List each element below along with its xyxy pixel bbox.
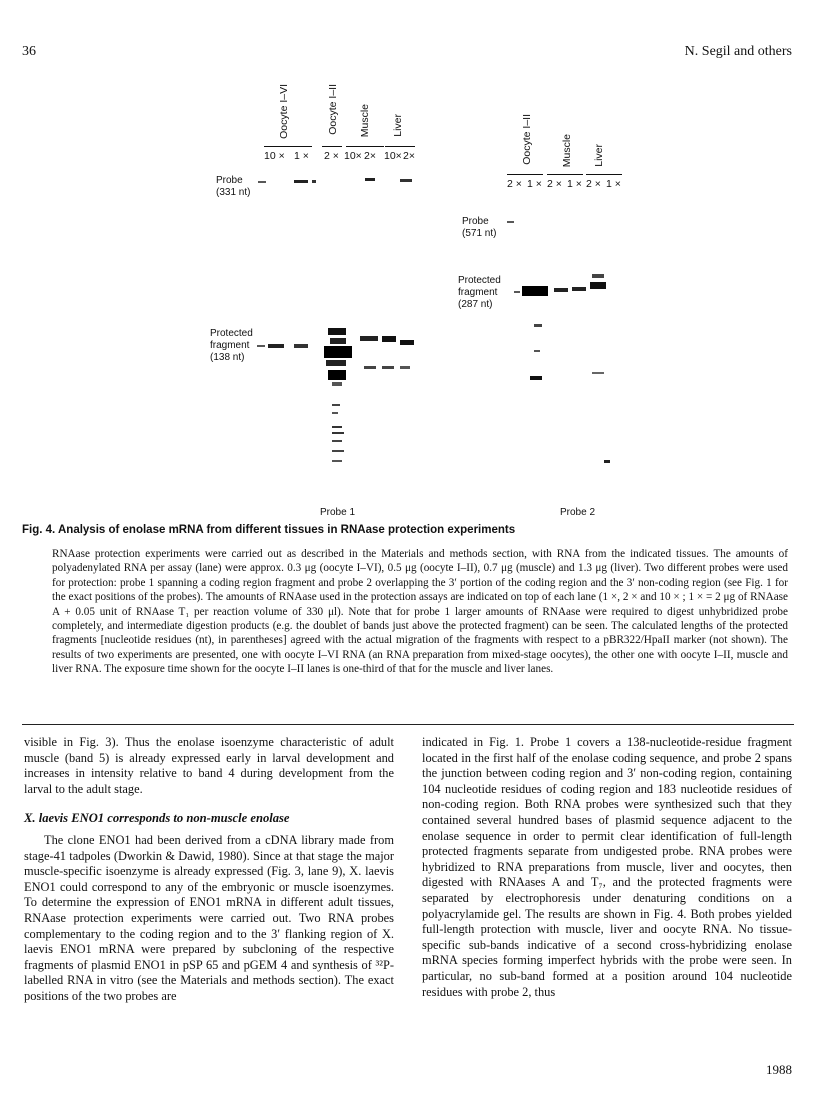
lane-label-oocyte-1-6: Oocyte I–VI — [278, 84, 290, 139]
lane-underline — [346, 146, 384, 147]
amount-label: 10× — [384, 150, 402, 162]
probe-label-line: (571 nt) — [462, 228, 497, 239]
probe2-caption: Probe 2 — [560, 507, 596, 518]
lane-label-liver: Liver — [593, 144, 605, 167]
page-number: 36 — [22, 44, 36, 59]
amount-label: 2× — [364, 150, 376, 162]
body-column-right — [422, 735, 792, 1000]
lane-underline — [385, 146, 415, 147]
amount-label: 10 × — [264, 150, 285, 162]
fragment-label-line: (287 nt) — [458, 299, 493, 310]
lane-underline — [507, 174, 543, 175]
page-footer-year: 1988 — [766, 1062, 792, 1077]
lane-label-muscle: Muscle — [359, 104, 371, 138]
fragment-label-line: Protected — [210, 328, 253, 339]
probe-label-line: Probe — [462, 216, 489, 227]
probe1-caption: Probe 1 — [320, 507, 356, 518]
divider — [22, 724, 794, 725]
gel-image-probe1 — [250, 170, 430, 470]
probe2-fragment-label — [458, 275, 501, 311]
amount-label: 1 × — [606, 178, 621, 190]
fragment-label-line: fragment — [210, 340, 250, 351]
lane-underline — [586, 174, 622, 175]
lane-label-oocyte-1-2: Oocyte I–II — [521, 114, 533, 165]
figure-caption: RNAase protection experiments were carried out as described in the Materials and methods section, with RNA from the indicated tissues. The amounts of polyadenylated RNA per assay (lane) were approx. 0.3 μg (oocyte I–VI), 0.5 μg (oocyte I–II), 0.7 μg (muscle) and 1.3 μg (liver). Two different probes were used for protection: probe 1 spanning a coding region fragment and probe 2 overlapping the 3′ portion of the coding region and the 3′ non-coding region (see Fig. 1 for the exact positions of the probes). The amounts of RNAase used in the protection assays are indicated on top of each lane (1 ×, 2 × and 10 × ; 1 × = 2 μg of RNAase A + 0.05 unit of RNAase T₁ per reaction volume of 330 μl). Note that for probe 1 larger amounts of RNAase were required to digest unhybridized probe completely, and intermediate digestion products (e.g. the doublet of bands just above the protected fragment) can be seen. The calculated lengths of the protected fragments [nucleotide residues (nt), in parentheses] agreed with the actual migration of the fragments with respect to a pBR322/HpaII marker (not shown). The results of two experiments are presented, one with oocyte I–VI RNA (an RNA preparation from mixed-stage oocytes), the other one with oocyte I–II, muscle and liver RNA. The exposure time shown for the oocyte I–II lanes is one-third of that for the muscle and liver lanes. — [52, 548, 788, 676]
paragraph: The clone ENO1 had been derived from a cDNA library made from stage-41 tadpoles (Dworkin & Dawid, 1980). Since at that stage the major muscle-specific isoenzyme is already expressed (Fig. 3, lane 9), X. laevis ENO1 could correspond to any of the embryonic or muscle isoenzymes. To determine the expression of ENO1 mRNA in different adult tissues, RNAase protection experiments were carried out. Two RNA probes complementary to the coding region and to the 3′ flanking region of X. laevis ENO1 mRNA were prepared by subcloning of the respective fragments of plasmid ENO1 in pSP 65 and pGEM 4 and synthesis of ³²P-labelled RNA in vitro (see the Materials and methods section). The exact positions of the two probes are — [24, 832, 394, 1003]
paragraph: indicated in Fig. 1. Probe 1 covers a 138-nucleotide-residue fragment located in the first half of the enolase coding sequence, and probe 2 spans the junction between coding region and 3′ non-coding region, containing 104 nucleotide residues of coding region and 183 nucleotide residues of non-coding region. Both RNA probes were synthesized such that they contained several hundred bases of plasmid sequence adjacent to the enolase sequence in order to permit clear identification of full-length protected fragments separate from undigested probe. RNA probes were hybridized to RNA preparations from muscle, liver and oocytes, then digested with RNAases A and T₇, and the protected fragments were separated by electrophoresis under denaturing conditions on a polyacrylamide gel. The results are shown in Fig. 4. Both probes yielded full-length protection with muscle, liver and oocyte RNA. No tissue-specific sub-bands indicative of a second cross-hybridizing enolase mRNA species forming imperfect hybrids with the probe were seen. In particular, no sub-band formed at a position around 104 nucleotide residues with probe 2, thus — [422, 735, 792, 999]
section-heading: X. laevis ENO1 corresponds to non-muscle enolase — [24, 811, 290, 826]
probe-label-line: (331 nt) — [216, 187, 251, 198]
lane-underline — [264, 146, 312, 147]
probe1-probe-label — [216, 175, 250, 199]
probe2-probe-label — [462, 216, 496, 240]
lane-label-liver: Liver — [392, 114, 404, 137]
amount-label: 10× — [344, 150, 362, 162]
lane-underline — [547, 174, 583, 175]
amount-label: 2 × — [547, 178, 562, 190]
fragment-label-line: Protected — [458, 275, 501, 286]
amount-label: 2 × — [324, 150, 339, 162]
fragment-label-line: fragment — [458, 287, 498, 298]
running-head: N. Segil and others — [684, 44, 792, 59]
amount-label: 2× — [403, 150, 415, 162]
probe-label-line: Probe — [216, 175, 243, 186]
lane-label-oocyte-1-2: Oocyte I–II — [327, 84, 339, 135]
figure-title: Fig. 4. Analysis of enolase mRNA from different tissues in RNAase protection experiments — [22, 524, 516, 536]
probe1-fragment-label — [210, 328, 253, 364]
body-column-left — [24, 735, 394, 1005]
lane-underline — [322, 146, 342, 147]
paragraph: visible in Fig. 3). Thus the enolase isoenzyme characteristic of adult muscle (band 5) is already expressed early in larval development and increases in intensity relative to band 4 during development from the larval to the adult stage. — [24, 735, 394, 796]
gel-image-probe2 — [500, 210, 630, 470]
amount-label: 1 × — [294, 150, 309, 162]
lane-label-muscle: Muscle — [561, 134, 573, 168]
amount-label: 2 × — [586, 178, 601, 190]
amount-label: 1 × — [567, 178, 582, 190]
amount-label: 2 × — [507, 178, 522, 190]
amount-label: 1 × — [527, 178, 542, 190]
fragment-label-line: (138 nt) — [210, 352, 245, 363]
